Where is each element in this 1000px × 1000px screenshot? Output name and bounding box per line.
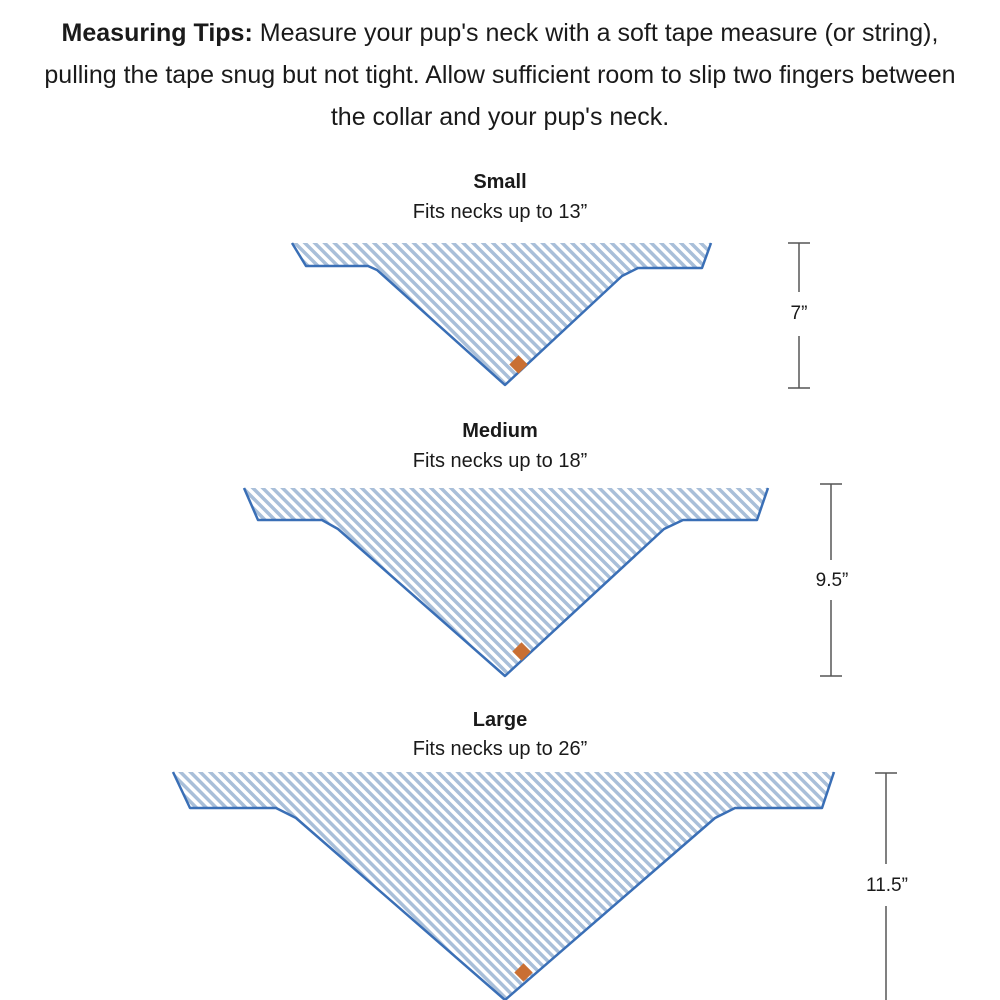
size-small-name: Small — [473, 171, 527, 193]
size-large-fit: Fits necks up to 26” — [412, 738, 588, 760]
dimension-small-label: 7” — [759, 302, 839, 326]
dimension-large-label: 11.5” — [847, 874, 927, 898]
tips-body: Measure your pup's neck with a soft tape measure (or string), pulling the tape snug but not tight. Allow sufficient room to slip two fingers between the collar and your pup's neck. — [44, 19, 956, 131]
size-medium-fit: Fits necks up to 18” — [412, 450, 588, 472]
size-large-name: Large — [472, 709, 528, 731]
bandana-large-image — [173, 772, 834, 1000]
size-small-fit: Fits necks up to 13” — [412, 201, 588, 223]
bandana-medium-image — [244, 488, 768, 676]
size-medium-name: Medium — [462, 420, 538, 442]
tips-title: Measuring Tips: — [61, 19, 253, 47]
dimension-medium-label: 9.5” — [792, 569, 872, 593]
bandana-small-image — [292, 243, 711, 385]
